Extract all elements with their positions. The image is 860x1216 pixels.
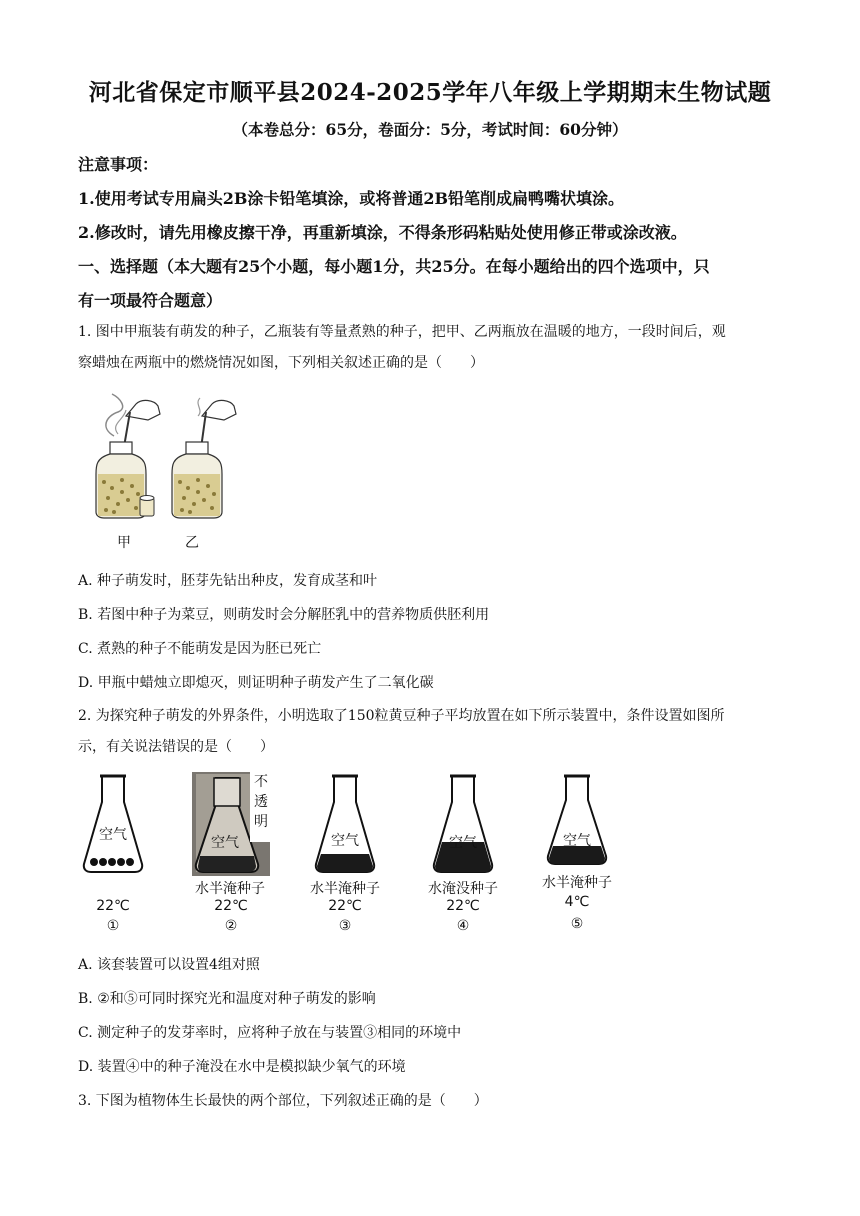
q2-option-b: B. ②和⑤可同时探究光和温度对种子萌发的影响 [78,991,376,1007]
section-1-line-2: 有一项最符合题意） [78,291,223,310]
q2-stem-line-1: 2. 为探究种子萌发的外界条件，小明选取了150粒黄豆种子平均放置在如下所示装置中，条件设置如图所 [78,708,725,724]
page-subtitle: （本卷总分：65分，卷面分：5分，考试时间：60分钟） [232,120,628,139]
q1-option-d: D. 甲瓶中蜡烛立即熄灭，则证明种子萌发产生了二氧化碳 [78,675,434,691]
q2-option-d: D. 装置④中的种子淹没在水中是模拟缺少氧气的环境 [78,1059,406,1075]
q1-figure-bottles [90,390,250,520]
section-1-line-1: 一、选择题（本大题有25个小题，每小题1分，共25分。在每小题给出的四个选项中，只 [78,257,710,276]
q2-flask-4 [430,772,496,876]
q2-flask-5 [544,772,610,868]
q2-flask-3-water: 水半淹种子 [310,881,380,897]
q2-flask-4-temp: 22℃ [446,898,480,914]
q3-stem: 3. 下图为植物体生长最快的两个部位，下列叙述正确的是（ ） [78,1093,488,1109]
notes-heading: 注意事项： [78,155,159,174]
q2-flask-3-number: ③ [338,918,352,934]
q2-flask-2-water: 水半淹种子 [195,881,265,897]
q2-flask-4-water: 水淹没种子 [428,881,498,897]
q1-label-yi: 乙 [185,535,199,551]
q1-label-jia: 甲 [117,535,131,551]
q1-option-b: B. 若图中种子为菜豆，则萌发时会分解胚乳中的营养物质供胚利用 [78,607,490,623]
q2-flask-2-opaque-tag: 不透明 [254,774,268,830]
q2-flask-5-air: 空气 [563,833,591,849]
q2-stem-line-2: 示，有关说法错误的是（ ） [78,739,274,755]
q2-flask-3-temp: 22℃ [328,898,362,914]
q2-flask-5-number: ⑤ [570,916,584,932]
q2-flask-2-number: ② [224,918,238,934]
q2-flask-2-temp: 22℃ [214,898,248,914]
q2-flask-3 [312,772,378,876]
q2-flask-1-temp: 22℃ [96,898,130,914]
q1-option-c: C. 煮熟的种子不能萌发是因为胚已死亡 [78,641,322,657]
q2-flask-4-number: ④ [456,918,470,934]
q2-option-a: A. 该套装置可以设置4组对照 [78,957,260,973]
q2-flask-5-water: 水半淹种子 [542,875,612,891]
q2-flask-3-air: 空气 [331,833,359,849]
q2-flask-5-temp: 4℃ [564,894,590,910]
page-title: 河北省保定市顺平县2024-2025学年八年级上学期期末生物试题 [88,79,772,106]
q2-flask-2-air: 空气 [211,835,239,851]
q1-stem-line-2: 察蜡烛在两瓶中的燃烧情况如图，下列相关叙述正确的是（ ） [78,355,484,371]
q1-stem-line-1: 1. 图中甲瓶装有萌发的种子，乙瓶装有等量煮熟的种子，把甲、乙两瓶放在温暖的地方，一段时间后，观 [78,324,726,340]
q2-flask-1-air: 空气 [99,827,127,843]
q2-option-c: C. 测定种子的发芽率时，应将种子放在与装置③相同的环境中 [78,1025,462,1041]
notes-item-2: 2.修改时，请先用橡皮擦干净，再重新填涂，不得条形码粘贴处使用修正带或涂改液。 [78,223,687,242]
notes-item-1: 1.使用考试专用扁头2B涂卡铅笔填涂，或将普通2B铅笔削成扁鸭嘴状填涂。 [78,189,625,208]
q1-option-a: A. 种子萌发时，胚芽先钻出种皮，发育成茎和叶 [78,573,378,589]
q2-flask-1-number: ① [106,918,120,934]
q2-flask-4-air: 空气 [449,835,477,851]
